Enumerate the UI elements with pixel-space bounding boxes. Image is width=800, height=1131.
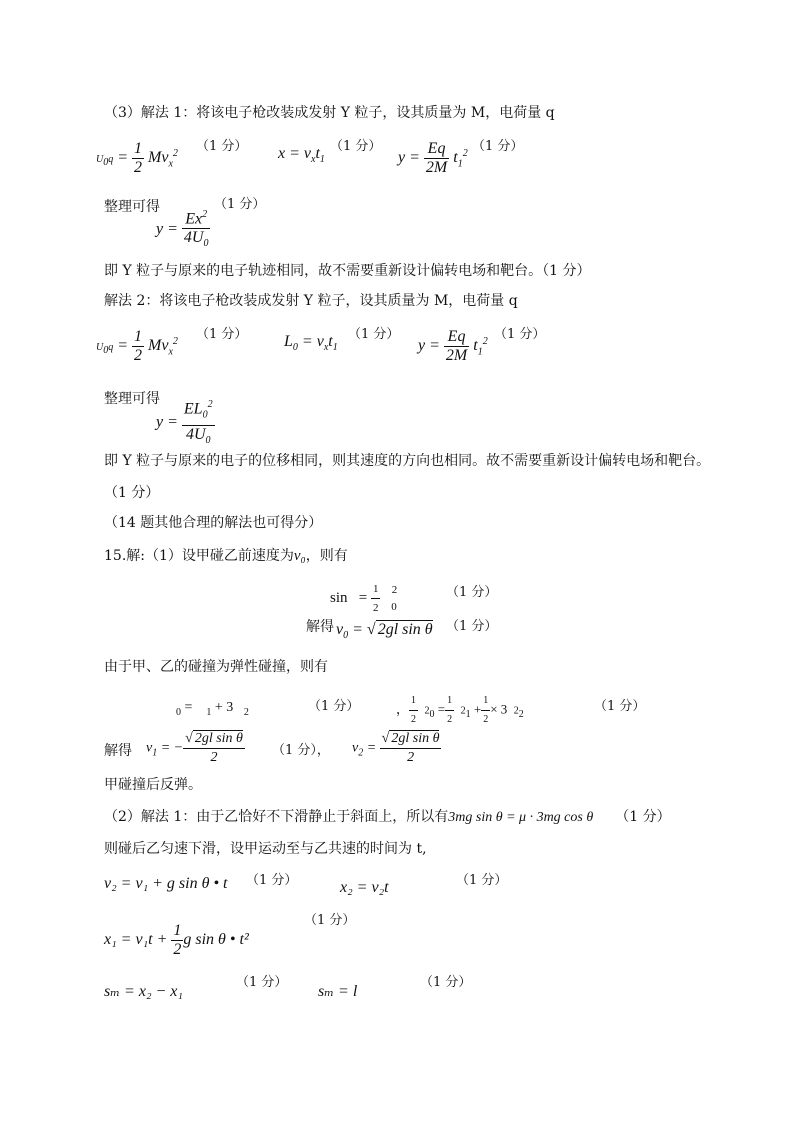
solution-2-method-1: （2）解法 1：由于乙恰好不下滑静止于斜面上，所以有3mg sin θ = μ · 3mg cos θ （1 分）: [104, 809, 671, 825]
equation-x: $x = v_xt_1$: [278, 145, 325, 166]
equation-momentum: $_0$ = $_1$ + 3 $_2$: [176, 700, 249, 718]
equation-y: y = $\frac{Eq}{2M}$ $t_1^2$: [398, 140, 468, 176]
score-point: （1 分）: [196, 139, 248, 154]
score-point: （1 分），: [272, 743, 330, 758]
equation-L0: $L_0 = v_xt_1$: [284, 333, 338, 354]
equation-result-2: y = $\frac{EL_0^2}{4U_0}$: [156, 396, 215, 450]
equation-v2: $v_2$ = $\frac{\text{√ 2gl sin θ}}{2}$: [352, 731, 440, 765]
score-point: （1 分）: [304, 913, 356, 928]
solution-3-method-1: （3）解法 1：将该电子枪改装成发射 Y 粒子，设其质量为 M，电荷量 q: [104, 105, 555, 121]
score-line: （1 分）: [104, 485, 160, 501]
equation-v0: $v_0$ = √ 2gl sin θ: [336, 621, 433, 642]
solve-label: 解得: [306, 619, 334, 635]
score-point: （1 分）: [330, 139, 382, 154]
elastic-collision-note: 由于甲、乙的碰撞为弹性碰撞，则有: [104, 659, 328, 675]
score-point: （1 分）: [446, 619, 498, 634]
score-point: （1 分）: [456, 873, 508, 888]
score-point: （1 分）: [420, 975, 472, 990]
conclusion-2: 即 Y 粒子与原来的电子的位移相同，则其速度的方向也相同。故不需要重新设计偏转电场和靶台。: [104, 453, 711, 469]
conclusion-1: 即 Y 粒子与原来的电子轨迹相同，故不需要重新设计偏转电场和靶台。（1 分）: [104, 263, 591, 279]
solution-3-method-2: 解法 2：将该电子枪改装成发射 Y 粒子，设其质量为 M，电荷量 q: [104, 293, 518, 309]
score-point: （1 分）: [348, 327, 400, 342]
rearrange-label: 整理可得: [104, 391, 160, 407]
other-methods-note: （14 题其他合理的解法也可得分）: [104, 515, 323, 531]
equation-energy-sin: sin = $\frac{1}{2}$ $^2$0: [330, 580, 397, 617]
equation-sm-difference: sₘ = x₂ − x₁: [104, 983, 183, 1000]
score-point: （1 分）: [214, 197, 266, 212]
equation-result-1: y = $\frac{Ex^2}{4U_0}$: [156, 206, 210, 254]
rearrange-label: 整理可得: [104, 199, 160, 215]
equation-y-2: y = $\frac{Eq}{2M}$ $t_1^2$: [418, 328, 488, 364]
score-point: （1 分）: [196, 327, 248, 342]
equation-v2-velocity: v₂ = v₁ + g sin θ • t: [104, 875, 228, 892]
score-point: （1 分）: [308, 699, 360, 714]
solve-label: 解得: [104, 743, 132, 759]
score-point: （1 分）: [246, 873, 298, 888]
rebound-note: 甲碰撞后反弹。: [104, 777, 202, 793]
equation-v1: $v_1$ = − $\frac{\text{√ 2gl sin θ}}{2}$: [146, 731, 243, 765]
score-point: （1 分）: [494, 327, 546, 342]
uniform-motion-note: 则碰后乙匀速下滑，设甲运动至与乙共速的时间为 t,: [104, 841, 427, 857]
equation-x1: x₁ = v₁t + $\frac{1}{2}$ g sin θ • t²: [104, 922, 249, 958]
equation-x2: x₂ = v₂t: [340, 879, 389, 896]
score-point: （1 分）: [594, 699, 646, 714]
score-point: （1 分）: [236, 975, 288, 990]
equation-sm-l: sₘ = l: [318, 983, 358, 1000]
problem-15-intro: 15.解:（1）设甲碰乙前速度为v₀，则有: [104, 548, 348, 564]
equation-kinetic-energy: ， $\frac{1}{2}$ $2_0$ = $\frac{1}{2}$ $2_1$ + $\frac{1}{2}$ × 3 $2_2$: [396, 692, 524, 729]
equation-energy-1: $U_0q$ = $\frac{1}{2}$ $Mv_x^2$: [96, 140, 178, 176]
score-point: （1 分）: [472, 139, 524, 154]
score-point: （1 分）: [446, 585, 498, 600]
equation-energy-2: $U_0q$ = $\frac{1}{2}$ $Mv_x^2$: [96, 328, 178, 364]
